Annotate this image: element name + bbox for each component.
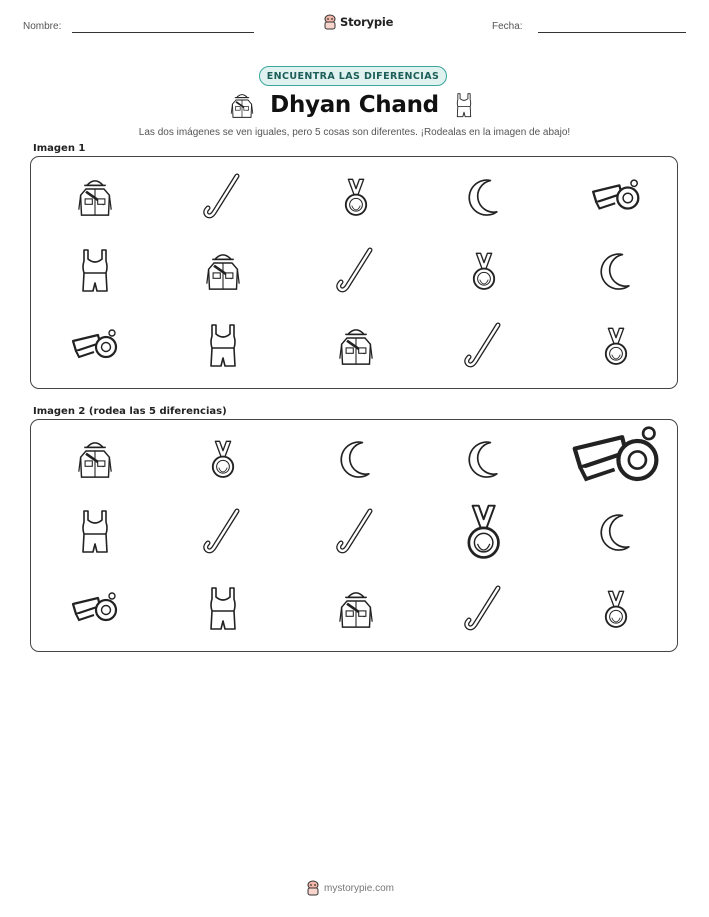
tank-top-icon: [208, 322, 238, 372]
medal-icon[interactable]: [599, 586, 633, 634]
medal-icon[interactable]: [206, 436, 240, 484]
mascot-icon: [306, 880, 320, 896]
uniform-icon: [338, 324, 374, 370]
hockey-stick-icon[interactable]: [336, 507, 376, 559]
name-label: Nombre:: [23, 21, 62, 32]
date-label: Fecha:: [492, 21, 523, 32]
date-line[interactable]: [538, 32, 686, 33]
panel2-label: Imagen 2 (rodea las 5 diferencias): [33, 406, 227, 417]
hockey-stick-icon[interactable]: [203, 507, 243, 559]
tank-top-icon[interactable]: [208, 585, 238, 635]
hockey-stick-icon: [464, 321, 504, 373]
moon-icon[interactable]: [465, 437, 503, 483]
mascot-icon: [323, 14, 337, 30]
tank-top-icon: [455, 92, 473, 120]
medal-icon[interactable]: [459, 498, 508, 568]
name-line[interactable]: [72, 32, 254, 33]
storypie-logo: [323, 14, 393, 30]
whistle-icon: [70, 327, 120, 367]
moon-icon[interactable]: [337, 437, 375, 483]
moon-icon[interactable]: [597, 510, 635, 556]
whistle-icon[interactable]: [70, 590, 120, 630]
uniform-icon[interactable]: [77, 437, 113, 483]
hockey-stick-icon[interactable]: [464, 584, 504, 636]
whistle-icon: [590, 177, 643, 219]
page-title: Dhyan Chand: [270, 92, 439, 118]
medal-icon: [599, 323, 633, 371]
uniform-icon[interactable]: [338, 587, 374, 633]
hockey-stick-icon: [203, 172, 243, 224]
moon-icon: [597, 249, 635, 295]
panel1-label: Imagen 1: [33, 143, 86, 154]
panel-image-2[interactable]: [30, 419, 678, 652]
footer: [306, 880, 394, 896]
activity-badge: ENCUENTRA LAS DIFERENCIAS: [259, 66, 447, 86]
moon-icon: [465, 175, 503, 221]
tank-top-icon[interactable]: [80, 508, 110, 558]
medal-icon: [467, 248, 501, 296]
tank-top-icon: [80, 247, 110, 297]
instructions: Las dos imágenes se ven iguales, pero 5 cosas son diferentes. ¡Rodealas en la imagen de abajo!: [138, 127, 571, 138]
uniform-icon: [205, 249, 241, 295]
hockey-stick-icon: [336, 246, 376, 298]
panel-image-1: [30, 156, 678, 389]
uniform-icon: [77, 175, 113, 221]
brand-name: Storypie: [340, 15, 394, 29]
footer-url[interactable]: mystorypie.com: [324, 882, 395, 894]
medal-icon: [339, 174, 373, 222]
whistle-icon[interactable]: [569, 422, 664, 498]
